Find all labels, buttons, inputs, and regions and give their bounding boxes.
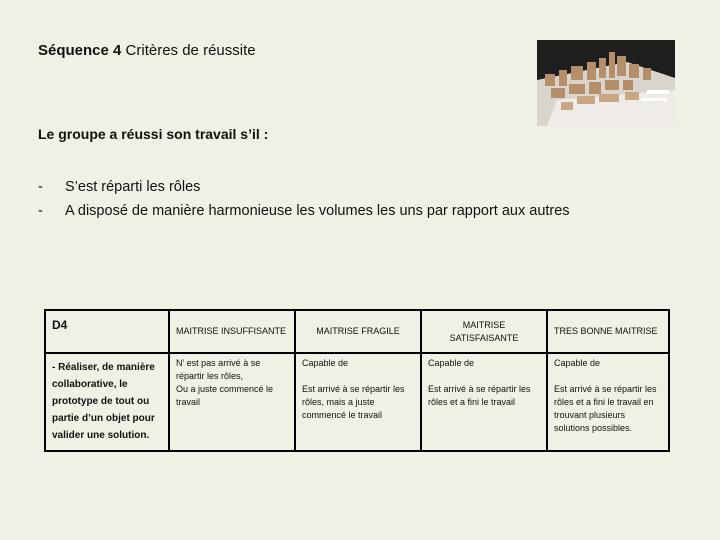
- sequence-label: Séquence 4: [38, 42, 122, 59]
- rubric-table: [44, 309, 670, 452]
- cell-line: Est arrivé à se répartir les rôles, mais a juste commencé le travail: [302, 384, 405, 420]
- cell-line: Capable de: [302, 358, 349, 368]
- page-title: [38, 42, 256, 59]
- city-model-image: [537, 40, 675, 126]
- title-text: Critères de réussite: [121, 42, 256, 59]
- criteria-list: [38, 175, 570, 223]
- table-cell: [169, 353, 295, 451]
- cell-line: Ou a juste commencé le travail: [176, 384, 274, 407]
- table-cell: [421, 353, 547, 451]
- list-item-text: A disposé de manière harmonieuse les volumes les uns par rapport aux autres: [65, 203, 570, 219]
- list-item: [38, 199, 570, 223]
- architecture-model-photo: [537, 40, 675, 126]
- bullet-dash: -: [38, 179, 43, 195]
- table-cell: [295, 353, 421, 451]
- table-row: [45, 353, 669, 451]
- level-insufficient: MAITRISE INSUFFISANTE: [169, 310, 295, 353]
- cell-line: Capable de: [428, 358, 475, 368]
- table-header-row: [45, 310, 669, 353]
- cell-line: Est arrivé à se répartir les rôles et a fini le travail: [428, 384, 531, 407]
- table-cell: [547, 353, 669, 451]
- level-fragile: MAITRISE FRAGILE: [295, 310, 421, 353]
- cell-line: N’ est pas arrivé à se répartir les rôles,: [176, 358, 261, 381]
- level-satisfying: MAITRISE SATISFAISANTE: [421, 310, 547, 353]
- criterion-text: - Réaliser, de manière collaborative, le prototype de tout ou partie d’un objet pour valider une solution.: [45, 353, 169, 451]
- success-intro: Le groupe a réussi son travail s’il :: [38, 126, 269, 142]
- list-item-text: S’est réparti les rôles: [65, 179, 201, 195]
- level-very-good: TRES BONNE MAITRISE: [547, 310, 669, 353]
- list-item: [38, 175, 570, 199]
- bullet-dash: -: [38, 203, 43, 219]
- cell-line: Est arrivé à se répartir les rôles et a fini le travail en trouvant plusieurs solutions possibles.: [554, 384, 657, 433]
- competence-code: D4: [45, 310, 169, 353]
- cell-line: Capable de: [554, 358, 601, 368]
